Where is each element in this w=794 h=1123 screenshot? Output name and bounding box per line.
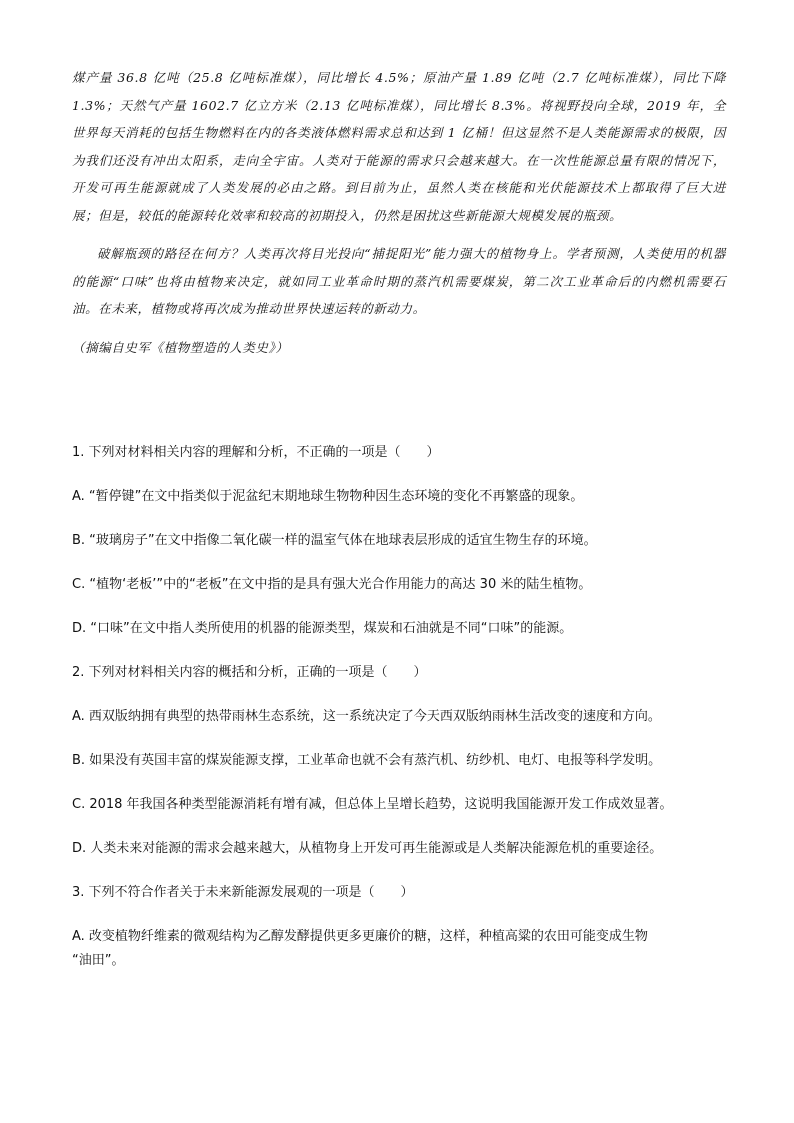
question-1-option-a: A. “暂停键”在文中指类似于泥盆纪末期地球生物物种因生态环境的变化不再繁盛的现象。 (72, 489, 584, 504)
question-1-option-d: D. “口味”在文中指人类所使用的机器的能源类型，煤炭和石油就是不同“口味”的能源。 (72, 621, 573, 636)
question-2-stem: 2. 下列对材料相关内容的概括和分析，正确的一项是（ ） (72, 665, 427, 680)
passage-paragraph-2: 破解瓶颈的路径在何方？人类再次将目光投向“捕捉阳光”能力强大的植物身上。学者预测，人类使用的机器的能源“口味”也将由植物来决定，就如同工业革命时期的蒸汽机需要煤炭，第二次工业革命后的内燃机需要石油。在未来，植物或将再次成为推动世界快速运转的新动力。 (72, 246, 726, 316)
passage-paragraph-1: 煤产量 36.8 亿吨（25.8 亿吨标准煤），同比增长 4.5%；原油产量 1.89 亿吨（2.7 亿吨标准煤），同比下降 1.3%；天然气产量 1602.7 亿立方米（2.13 亿吨标准煤），同比增长 8.3%。将视野投向全球，2019 年，全世界每天消耗的包括生物燃料在内的各类液体燃料需求总和达到 1 亿桶！但这显然不是人类能源需求的极限，因为我们还没有冲出太阳系，走向全宇宙。人类对于能源的需求只会越来越大。在一次性能源总量有限的情况下，开发可再生能源就成了人类发展的必由之路。到目前为止，虽然人类在核能和光伏能源技术上都取得了巨大进展；但是，较低的能源转化效率和较高的初期投入，仍然是困扰这些新能源大规模发展的瓶颈。 (72, 70, 726, 223)
question-1-option-b: B. “玻璃房子”在文中指像二氧化碳一样的温室气体在地球表层形成的适宜生物生存的环境。 (72, 533, 597, 548)
passage-source: （摘编自史军《植物塑造的人类史》） (72, 339, 289, 355)
question-2-option-a: A. 西双版纳拥有典型的热带雨林生态系统，这一系统决定了今天西双版纳雨林生活改变的速度和方向。 (72, 709, 661, 724)
question-2-option-c: C. 2018 年我国各种类型能源消耗有增有减，但总体上呈增长趋势，这说明我国能源开发工作成效显著。 (72, 797, 673, 812)
question-3-option-a: A. 改变植物纤维素的微观结构为乙醇发酵提供更多更廉价的糖，这样，种植高粱的农田可能变成生物 (72, 929, 648, 944)
question-1-stem: 1. 下列对材料相关内容的理解和分析，不正确的一项是（ ） (72, 445, 440, 460)
question-2-option-d: D. 人类未来对能源的需求会越来越大，从植物身上开发可再生能源或是人类解决能源危机的重要途径。 (72, 841, 663, 856)
question-1-option-c: C. “植物‘老板’”中的“老板”在文中指的是具有强大光合作用能力的高达 30 米的陆生植物。 (72, 577, 592, 592)
question-list (72, 443, 732, 995)
question-3-stem: 3. 下列不符合作者关于未来新能源发展观的一项是（ ） (72, 885, 414, 900)
question-3-option-a-continued: “油田”。 (72, 953, 125, 968)
reading-passage (72, 64, 726, 361)
question-2-option-b: B. 如果没有英国丰富的煤炭能源支撑，工业革命也就不会有蒸汽机、纺纱机、电灯、电报等科学发明。 (72, 753, 662, 768)
